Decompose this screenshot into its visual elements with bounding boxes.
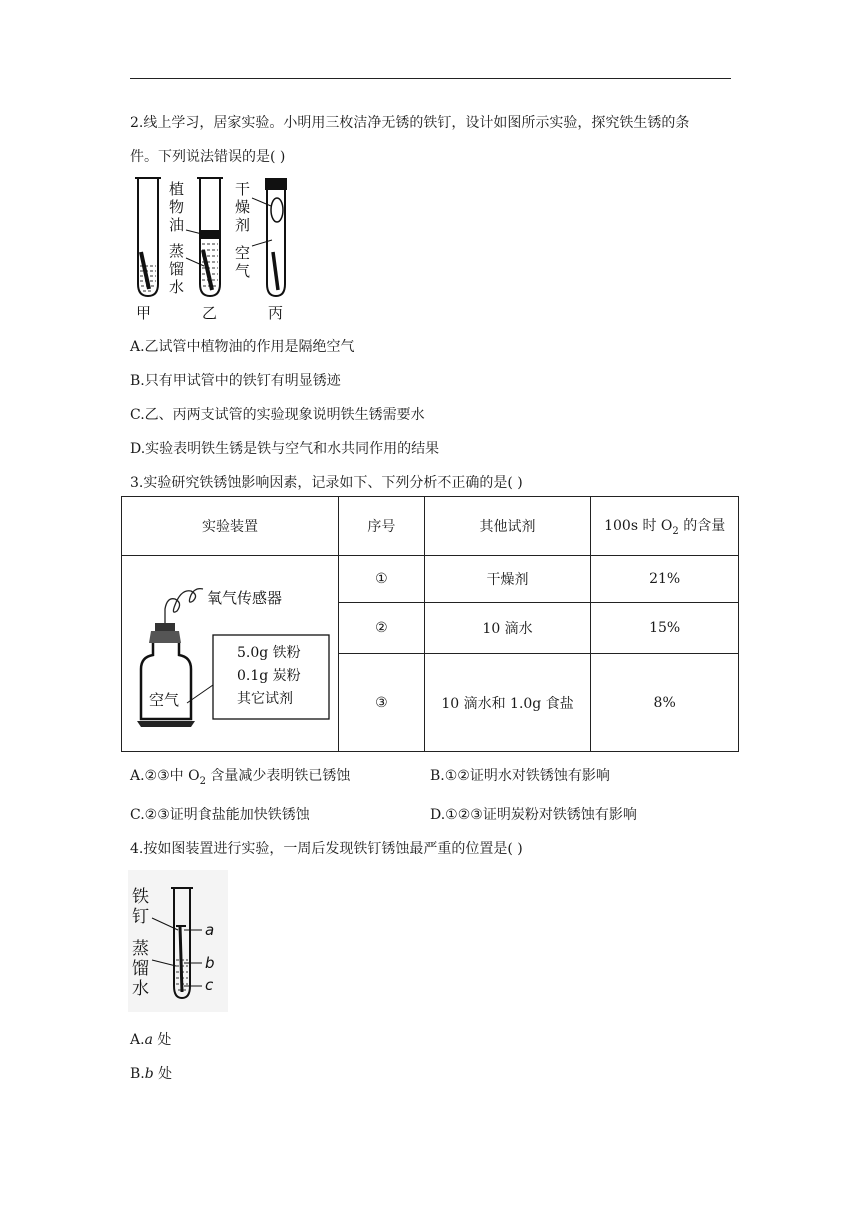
apparatus-cell xyxy=(122,556,339,752)
q3-option-d: D.①②③证明炭粉对铁锈蚀有影响 xyxy=(430,807,637,823)
label-desiccant-1: 干 xyxy=(235,180,251,198)
sensor-wire xyxy=(165,588,203,624)
label-plant-oil-1: 植 xyxy=(169,180,185,198)
label-plant-oil-2: 物 xyxy=(169,198,185,216)
row1-reagent: 干燥剂 xyxy=(424,556,591,603)
row3-reagent: 10 滴水和 1.0g 食盐 xyxy=(424,654,591,752)
table-row xyxy=(122,556,739,603)
nail xyxy=(180,926,182,992)
header-rule xyxy=(130,78,731,79)
label-water-1: 蒸 xyxy=(169,242,185,260)
q4-stem: 4.按如图装置进行实验，一周后发现铁钉锈蚀最严重的位置是( ) xyxy=(130,841,523,857)
tube-bing-stopper xyxy=(265,178,287,190)
tube-bing-nail xyxy=(273,252,278,290)
q2-option-d: D.实验表明铁生锈是铁与空气和水共同作用的结果 xyxy=(130,441,440,457)
contents-iron: 5.0g 铁粉 xyxy=(236,644,301,661)
row3-o2: 8% xyxy=(591,654,739,752)
tube-label-jia: 甲 xyxy=(136,304,152,322)
label-water-2: 馏 xyxy=(132,959,149,979)
row2-reagent: 10 滴水 xyxy=(424,603,591,654)
label-water-3: 水 xyxy=(132,979,149,999)
air-label: 空气 xyxy=(148,690,179,709)
tube-label-yi: 乙 xyxy=(202,304,218,322)
label-water-3: 水 xyxy=(169,278,185,296)
q4-figure-test-tube xyxy=(128,870,228,1012)
oxygen-sensor-apparatus xyxy=(125,559,335,749)
bottle-base xyxy=(137,721,195,727)
q4-option-a: A.a 处 xyxy=(130,1032,172,1048)
q2-option-b: B.只有甲试管中的铁钉有明显锈迹 xyxy=(130,373,341,389)
q2-stem-line2: 件。下列说法错误的是( ) xyxy=(130,149,286,165)
q2-stem-line1: 2.线上学习，居家实验。小明用三枚洁净无锈的铁钉，设计如图所示实验，探究铁生锈的条 xyxy=(130,115,690,131)
sensor-label: 氧气传感器 xyxy=(206,588,282,607)
q3-stem: 3.实验研究铁锈蚀影响因素，记录如下、下列分析不正确的是( ) xyxy=(130,475,523,491)
label-plant-oil-3: 油 xyxy=(169,216,185,234)
row3-number: ③ xyxy=(338,654,424,752)
q3-option-c: C.②③证明食盐能加快铁锈蚀 xyxy=(130,807,310,823)
label-desiccant-2: 燥 xyxy=(235,198,251,216)
label-desiccant-3: 剂 xyxy=(235,216,251,234)
mark-c: c xyxy=(205,976,214,994)
label-water-2: 馏 xyxy=(169,260,185,278)
tube-bing-desiccant xyxy=(271,198,283,222)
row1-o2: 21% xyxy=(591,556,739,603)
header-o2-content: 100s 时 $O_2$ 的含量 xyxy=(591,497,739,556)
mark-b: b xyxy=(205,954,215,972)
row2-number: ② xyxy=(338,603,424,654)
mark-a: a xyxy=(205,921,215,939)
q2-option-c: C.乙、丙两支试管的实验现象说明铁生锈需要水 xyxy=(130,407,425,423)
row1-number: ① xyxy=(338,556,424,603)
label-nail-2: 钉 xyxy=(132,907,149,927)
label-air-2: 气 xyxy=(235,262,251,280)
bottle-stopper xyxy=(155,623,175,631)
label-water-1: 蒸 xyxy=(132,939,149,959)
header-apparatus: 实验装置 xyxy=(122,497,339,556)
contents-other: 其它试剂 xyxy=(236,690,293,707)
q4-option-b: B.b 处 xyxy=(130,1066,173,1082)
q3-option-b: B.①②证明水对铁锈蚀有影响 xyxy=(430,768,610,784)
label-nail-1: 铁 xyxy=(132,887,149,907)
header-number: 序号 xyxy=(338,497,424,556)
q2-option-a: A.乙试管中植物油的作用是隔绝空气 xyxy=(130,339,355,355)
q2-figure-test-tubes xyxy=(128,172,303,324)
label-air-1: 空 xyxy=(235,244,251,262)
header-reagent: 其他试剂 xyxy=(424,497,591,556)
row2-o2: 15% xyxy=(591,603,739,654)
tube-yi-oil-layer xyxy=(201,230,219,239)
tube-label-bing: 丙 xyxy=(268,304,284,322)
table-header-row xyxy=(122,497,739,556)
contents-carbon: 0.1g 炭粉 xyxy=(236,667,301,684)
q3-option-a: A.②③中 $O_2$ 含量减少表明铁已锈蚀 xyxy=(130,768,351,787)
q3-experiment-table xyxy=(121,496,739,752)
